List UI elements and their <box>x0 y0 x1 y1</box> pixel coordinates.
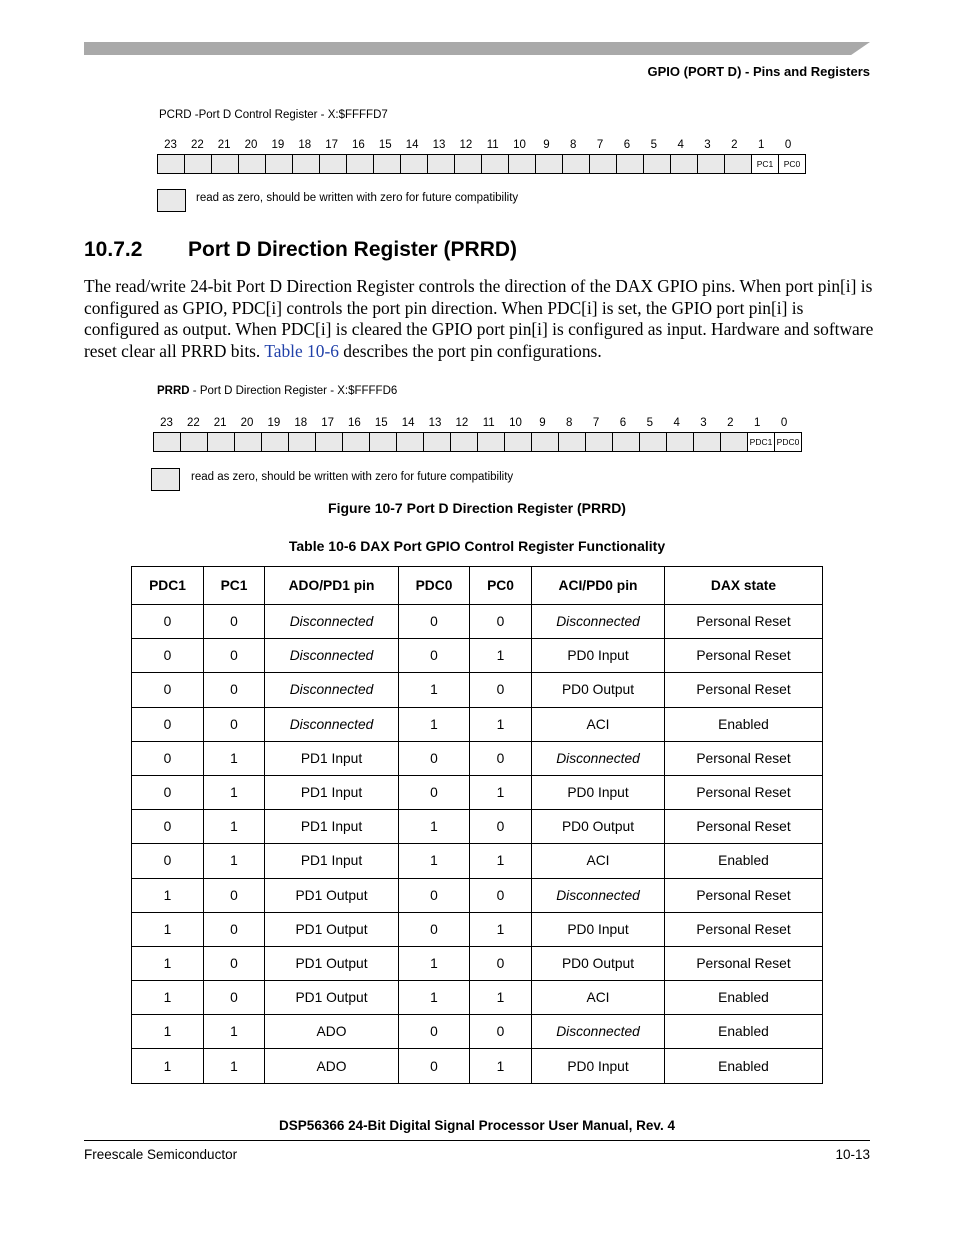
bit-number: 4 <box>677 139 684 151</box>
bit-number: 21 <box>213 417 227 429</box>
table-cell: ACI <box>532 707 665 741</box>
body-paragraph <box>84 276 874 363</box>
reserved-bit-cell <box>531 432 559 452</box>
bit-field-pc1: PC1 <box>751 154 779 174</box>
table-cell: PD0 Output <box>532 810 665 844</box>
table-cell: Personal Reset <box>665 775 823 809</box>
bit-number: 20 <box>244 139 258 151</box>
table-cell: 0 <box>399 912 470 946</box>
column-header: PDC1 <box>132 567 204 605</box>
prrd-caption <box>157 385 397 397</box>
reserved-bit-cell <box>315 432 343 452</box>
table-cell: Personal Reset <box>665 912 823 946</box>
table-cell: Enabled <box>665 981 823 1015</box>
table-cell: PD0 Output <box>532 946 665 980</box>
table-row <box>132 741 823 775</box>
table-cell: 0 <box>470 1015 532 1049</box>
bit-number: 16 <box>352 139 365 151</box>
table-cell: 0 <box>470 878 532 912</box>
table-cell: 1 <box>470 981 532 1015</box>
paragraph-text-end: describes the port pin configurations. <box>338 341 602 362</box>
table-cell: 1 <box>132 1049 204 1083</box>
reserved-bit-cell <box>153 432 181 452</box>
bit-number: 12 <box>455 417 469 429</box>
table-cell: 0 <box>204 639 265 673</box>
table-cell: 1 <box>132 878 204 912</box>
column-header: ACI/PD0 pin <box>532 567 665 605</box>
bit-number: 1 <box>753 417 761 429</box>
table-cell: PD1 Input <box>265 775 399 809</box>
prrd-caption-rest: - Port D Direction Register - X:$FFFFD6 <box>189 385 398 397</box>
table-cell: PD1 Input <box>265 810 399 844</box>
table-cell: ADO <box>265 1015 399 1049</box>
bit-number: 14 <box>405 139 419 151</box>
table-cell: Personal Reset <box>665 673 823 707</box>
bit-number: 21 <box>217 139 231 151</box>
gpio-function-table <box>131 566 823 1084</box>
table-cell: 1 <box>204 1049 265 1083</box>
column-header: PC0 <box>470 567 532 605</box>
footer-page-number: 10-13 <box>835 1147 870 1162</box>
table-cell: 0 <box>399 741 470 775</box>
table-cell: PD1 Input <box>265 741 399 775</box>
reserved-bit-cell <box>319 154 347 174</box>
bit-number: 22 <box>186 417 200 429</box>
bit-number: 19 <box>271 139 285 151</box>
section-number: 10.7.2 <box>84 238 143 261</box>
table-cell: 1 <box>399 810 470 844</box>
table-row <box>132 639 823 673</box>
bit-number: 11 <box>482 417 495 429</box>
reserved-bit-cell <box>558 432 586 452</box>
table-cell: 1 <box>132 1015 204 1049</box>
bit-number: 2 <box>727 417 734 429</box>
table-cell: 0 <box>204 707 265 741</box>
reserved-bit-cell <box>342 432 370 452</box>
footer-divider <box>84 1140 870 1141</box>
bit-number: 8 <box>570 139 577 151</box>
table-cell: 0 <box>132 639 204 673</box>
bit-number: 5 <box>650 139 657 151</box>
table-cell: 1 <box>132 981 204 1015</box>
table-cell: Disconnected <box>265 605 399 639</box>
bit-number: 6 <box>623 139 631 151</box>
table-cell: 1 <box>204 775 265 809</box>
bit-number: 7 <box>596 139 604 151</box>
reserved-bit-cell <box>670 154 698 174</box>
table-cell: Personal Reset <box>665 639 823 673</box>
table-cell: PD0 Output <box>532 673 665 707</box>
reserved-bit-cell <box>238 154 266 174</box>
table-cell: 0 <box>399 605 470 639</box>
table-header-row <box>132 567 823 605</box>
table-row <box>132 1049 823 1083</box>
table-cell: 0 <box>132 605 204 639</box>
table-cell: 1 <box>470 844 532 878</box>
table-cell: 0 <box>470 673 532 707</box>
column-header: ADO/PD1 pin <box>265 567 399 605</box>
reserved-bit-cell <box>643 154 671 174</box>
table-cell: Enabled <box>665 707 823 741</box>
reserved-bit-cell <box>666 432 694 452</box>
table-cell: Disconnected <box>532 605 665 639</box>
table-cell: PD0 Input <box>532 912 665 946</box>
prrd-legend-swatch <box>151 468 180 491</box>
table-cell: 0 <box>204 981 265 1015</box>
bit-number: 13 <box>428 417 442 429</box>
bit-number: 7 <box>592 417 600 429</box>
column-header: PC1 <box>204 567 265 605</box>
table-cell: Personal Reset <box>665 810 823 844</box>
bit-number: 23 <box>164 139 177 151</box>
table-row <box>132 1015 823 1049</box>
pcrd-register-box <box>157 154 805 174</box>
table-cell: PD0 Input <box>532 1049 665 1083</box>
table-cell: Personal Reset <box>665 605 823 639</box>
bit-number: 9 <box>543 139 550 151</box>
bit-number: 2 <box>731 139 738 151</box>
reserved-bit-cell <box>288 432 316 452</box>
table-cell: 0 <box>399 639 470 673</box>
bit-number: 13 <box>432 139 446 151</box>
reserved-bit-cell <box>400 154 428 174</box>
section-title: Port D Direction Register (PRRD) <box>188 238 518 261</box>
table-cell: 1 <box>399 844 470 878</box>
table-cell: 1 <box>470 1049 532 1083</box>
table-cell: 0 <box>470 810 532 844</box>
reserved-bit-cell <box>616 154 644 174</box>
column-header: DAX state <box>665 567 823 605</box>
table-cell: Enabled <box>665 1015 823 1049</box>
table-cell: 0 <box>132 707 204 741</box>
reserved-bit-cell <box>292 154 320 174</box>
bit-number: 18 <box>294 417 308 429</box>
table-cell: PD1 Input <box>265 844 399 878</box>
table-cell: 1 <box>399 981 470 1015</box>
table-cell: 1 <box>399 707 470 741</box>
reserved-bit-cell <box>639 432 667 452</box>
bit-number: 1 <box>757 139 765 151</box>
reserved-bit-cell <box>423 432 451 452</box>
reserved-bit-cell <box>481 154 509 174</box>
table-cell: 0 <box>399 1015 470 1049</box>
table-cell: Disconnected <box>532 878 665 912</box>
prrd-bit-numbers <box>153 417 798 431</box>
pcrd-legend-swatch <box>157 189 186 212</box>
table-cell: Disconnected <box>532 741 665 775</box>
reserved-bit-cell <box>724 154 752 174</box>
reserved-bit-cell <box>693 432 721 452</box>
footer-title: DSP56366 24-Bit Digital Signal Processor User Manual, Rev. 4 <box>279 1118 675 1133</box>
reserved-bit-cell <box>157 154 185 174</box>
bit-number: 3 <box>704 139 711 151</box>
table-cell: 0 <box>470 605 532 639</box>
reserved-bit-cell <box>234 432 262 452</box>
reserved-bit-cell <box>697 154 725 174</box>
table-row <box>132 810 823 844</box>
bit-number: 14 <box>401 417 415 429</box>
table-cell: 0 <box>204 673 265 707</box>
table-cell: ADO <box>265 1049 399 1083</box>
reserved-bit-cell <box>504 432 532 452</box>
reserved-bit-cell <box>508 154 536 174</box>
bit-number: 5 <box>646 417 653 429</box>
reserved-bit-cell <box>261 432 289 452</box>
table-cell: PD1 Output <box>265 946 399 980</box>
table-cell: ACI <box>532 844 665 878</box>
table-cell: 0 <box>399 1049 470 1083</box>
table-cell: Disconnected <box>532 1015 665 1049</box>
running-header-title: GPIO (PORT D) - Pins and Registers <box>647 64 870 79</box>
bit-number: 17 <box>321 417 334 429</box>
table-cell: PD1 Output <box>265 878 399 912</box>
reserved-bit-cell <box>427 154 455 174</box>
table-row <box>132 844 823 878</box>
table-cell: 0 <box>470 741 532 775</box>
bit-number: 18 <box>298 139 312 151</box>
table-cell: Enabled <box>665 1049 823 1083</box>
table-cell: 0 <box>132 673 204 707</box>
table-cell: 1 <box>399 673 470 707</box>
footer-publisher: Freescale Semiconductor <box>84 1147 238 1162</box>
table-cell: Disconnected <box>265 639 399 673</box>
table-cell: 0 <box>399 878 470 912</box>
bit-number: 19 <box>267 417 281 429</box>
bit-number: 20 <box>240 417 254 429</box>
reserved-bit-cell <box>346 154 374 174</box>
table-cell: 0 <box>132 810 204 844</box>
table-cell: 0 <box>132 844 204 878</box>
table-cell: 1 <box>470 639 532 673</box>
pcrd-caption: PCRD -Port D Control Register - X:$FFFFD7 <box>159 109 388 121</box>
reserved-bit-cell <box>207 432 235 452</box>
bit-number: 10 <box>513 139 526 151</box>
bit-number: 0 <box>784 139 792 151</box>
pcrd-bit-numbers <box>157 139 802 153</box>
reserved-bit-cell <box>589 154 617 174</box>
bit-number: 12 <box>459 139 473 151</box>
table-caption: Table 10-6 DAX Port GPIO Control Register Functionality <box>288 538 666 554</box>
reserved-bit-cell <box>369 432 397 452</box>
bit-number: 11 <box>486 139 499 151</box>
table-cell: 1 <box>470 707 532 741</box>
bit-number: 3 <box>700 417 707 429</box>
table-cell: 1 <box>204 741 265 775</box>
table-cell: PD0 Input <box>532 775 665 809</box>
table-row <box>132 707 823 741</box>
bit-field-pdc0: PDC0 <box>774 432 802 452</box>
bit-number: 22 <box>190 139 204 151</box>
prrd-register-box <box>153 432 801 452</box>
reserved-bit-cell <box>450 432 478 452</box>
bit-number: 0 <box>780 417 788 429</box>
paragraph-text: The read/write 24-bit Port D Direction Register controls the direction of the DAX GPIO pins. When port pin[i] is configured as GPIO, PDC[i] controls the port pin direction. When PDC[i] is set, the GPIO port pin[i] is configured as output. When PDC[i] is cleared the GPIO port pin[i] is configured as input. Hardware and software reset clear all PRRD bits. <box>84 276 874 362</box>
table-row <box>132 946 823 980</box>
table-cell: Disconnected <box>265 707 399 741</box>
bit-field-pc0: PC0 <box>778 154 806 174</box>
table-cell: ACI <box>532 981 665 1015</box>
table-cell: 1 <box>132 912 204 946</box>
table-body <box>132 605 823 1084</box>
table-cell: PD0 Input <box>532 639 665 673</box>
reserved-bit-cell <box>585 432 613 452</box>
table-cell: 0 <box>132 741 204 775</box>
table-cell: 0 <box>132 775 204 809</box>
table-row <box>132 912 823 946</box>
table-cell: Personal Reset <box>665 878 823 912</box>
table-cell: 1 <box>204 1015 265 1049</box>
table-row <box>132 605 823 639</box>
prrd-caption-name: PRRD <box>157 385 190 397</box>
table-row <box>132 981 823 1015</box>
section-heading <box>84 238 517 262</box>
table-row <box>132 775 823 809</box>
bit-field-pdc1: PDC1 <box>747 432 775 452</box>
table-row <box>132 673 823 707</box>
table-cell: 1 <box>470 912 532 946</box>
table-cell: Disconnected <box>265 673 399 707</box>
pcrd-legend-text: read as zero, should be written with zero for future compatibility <box>196 192 519 204</box>
table-reference-link[interactable]: Table 10-6 <box>264 341 339 362</box>
reserved-bit-cell <box>612 432 640 452</box>
table-cell: 0 <box>204 605 265 639</box>
table-cell: Enabled <box>665 844 823 878</box>
table-row <box>132 878 823 912</box>
table-cell: 1 <box>204 810 265 844</box>
reserved-bit-cell <box>265 154 293 174</box>
reserved-bit-cell <box>184 154 212 174</box>
table-cell: PD1 Output <box>265 912 399 946</box>
reserved-bit-cell <box>373 154 401 174</box>
reserved-bit-cell <box>454 154 482 174</box>
reserved-bit-cell <box>720 432 748 452</box>
table-cell: Personal Reset <box>665 946 823 980</box>
bit-number: 4 <box>673 417 680 429</box>
bit-number: 10 <box>509 417 522 429</box>
table-cell: 0 <box>470 946 532 980</box>
table-cell: 1 <box>470 775 532 809</box>
table-cell: 1 <box>132 946 204 980</box>
bit-number: 16 <box>348 417 361 429</box>
table-cell: 1 <box>204 844 265 878</box>
bit-number: 23 <box>160 417 173 429</box>
reserved-bit-cell <box>562 154 590 174</box>
reserved-bit-cell <box>396 432 424 452</box>
reserved-bit-cell <box>211 154 239 174</box>
bit-number: 6 <box>619 417 627 429</box>
table-cell: 0 <box>399 775 470 809</box>
reserved-bit-cell <box>535 154 563 174</box>
table-cell: 1 <box>399 946 470 980</box>
column-header: PDC0 <box>399 567 470 605</box>
prrd-legend-text: read as zero, should be written with zero for future compatibility <box>191 471 514 483</box>
table-cell: PD1 Output <box>265 981 399 1015</box>
bit-number: 15 <box>374 417 388 429</box>
table-cell: 0 <box>204 912 265 946</box>
bit-number: 15 <box>378 139 392 151</box>
figure-caption: Figure 10-7 Port D Direction Register (PRRD) <box>328 500 626 516</box>
reserved-bit-cell <box>477 432 505 452</box>
reserved-bit-cell <box>180 432 208 452</box>
table-cell: 0 <box>204 878 265 912</box>
bit-number: 17 <box>325 139 338 151</box>
bit-number: 9 <box>539 417 546 429</box>
table-cell: Personal Reset <box>665 741 823 775</box>
table-cell: 0 <box>204 946 265 980</box>
bit-number: 8 <box>566 417 573 429</box>
header-bar <box>84 42 870 55</box>
